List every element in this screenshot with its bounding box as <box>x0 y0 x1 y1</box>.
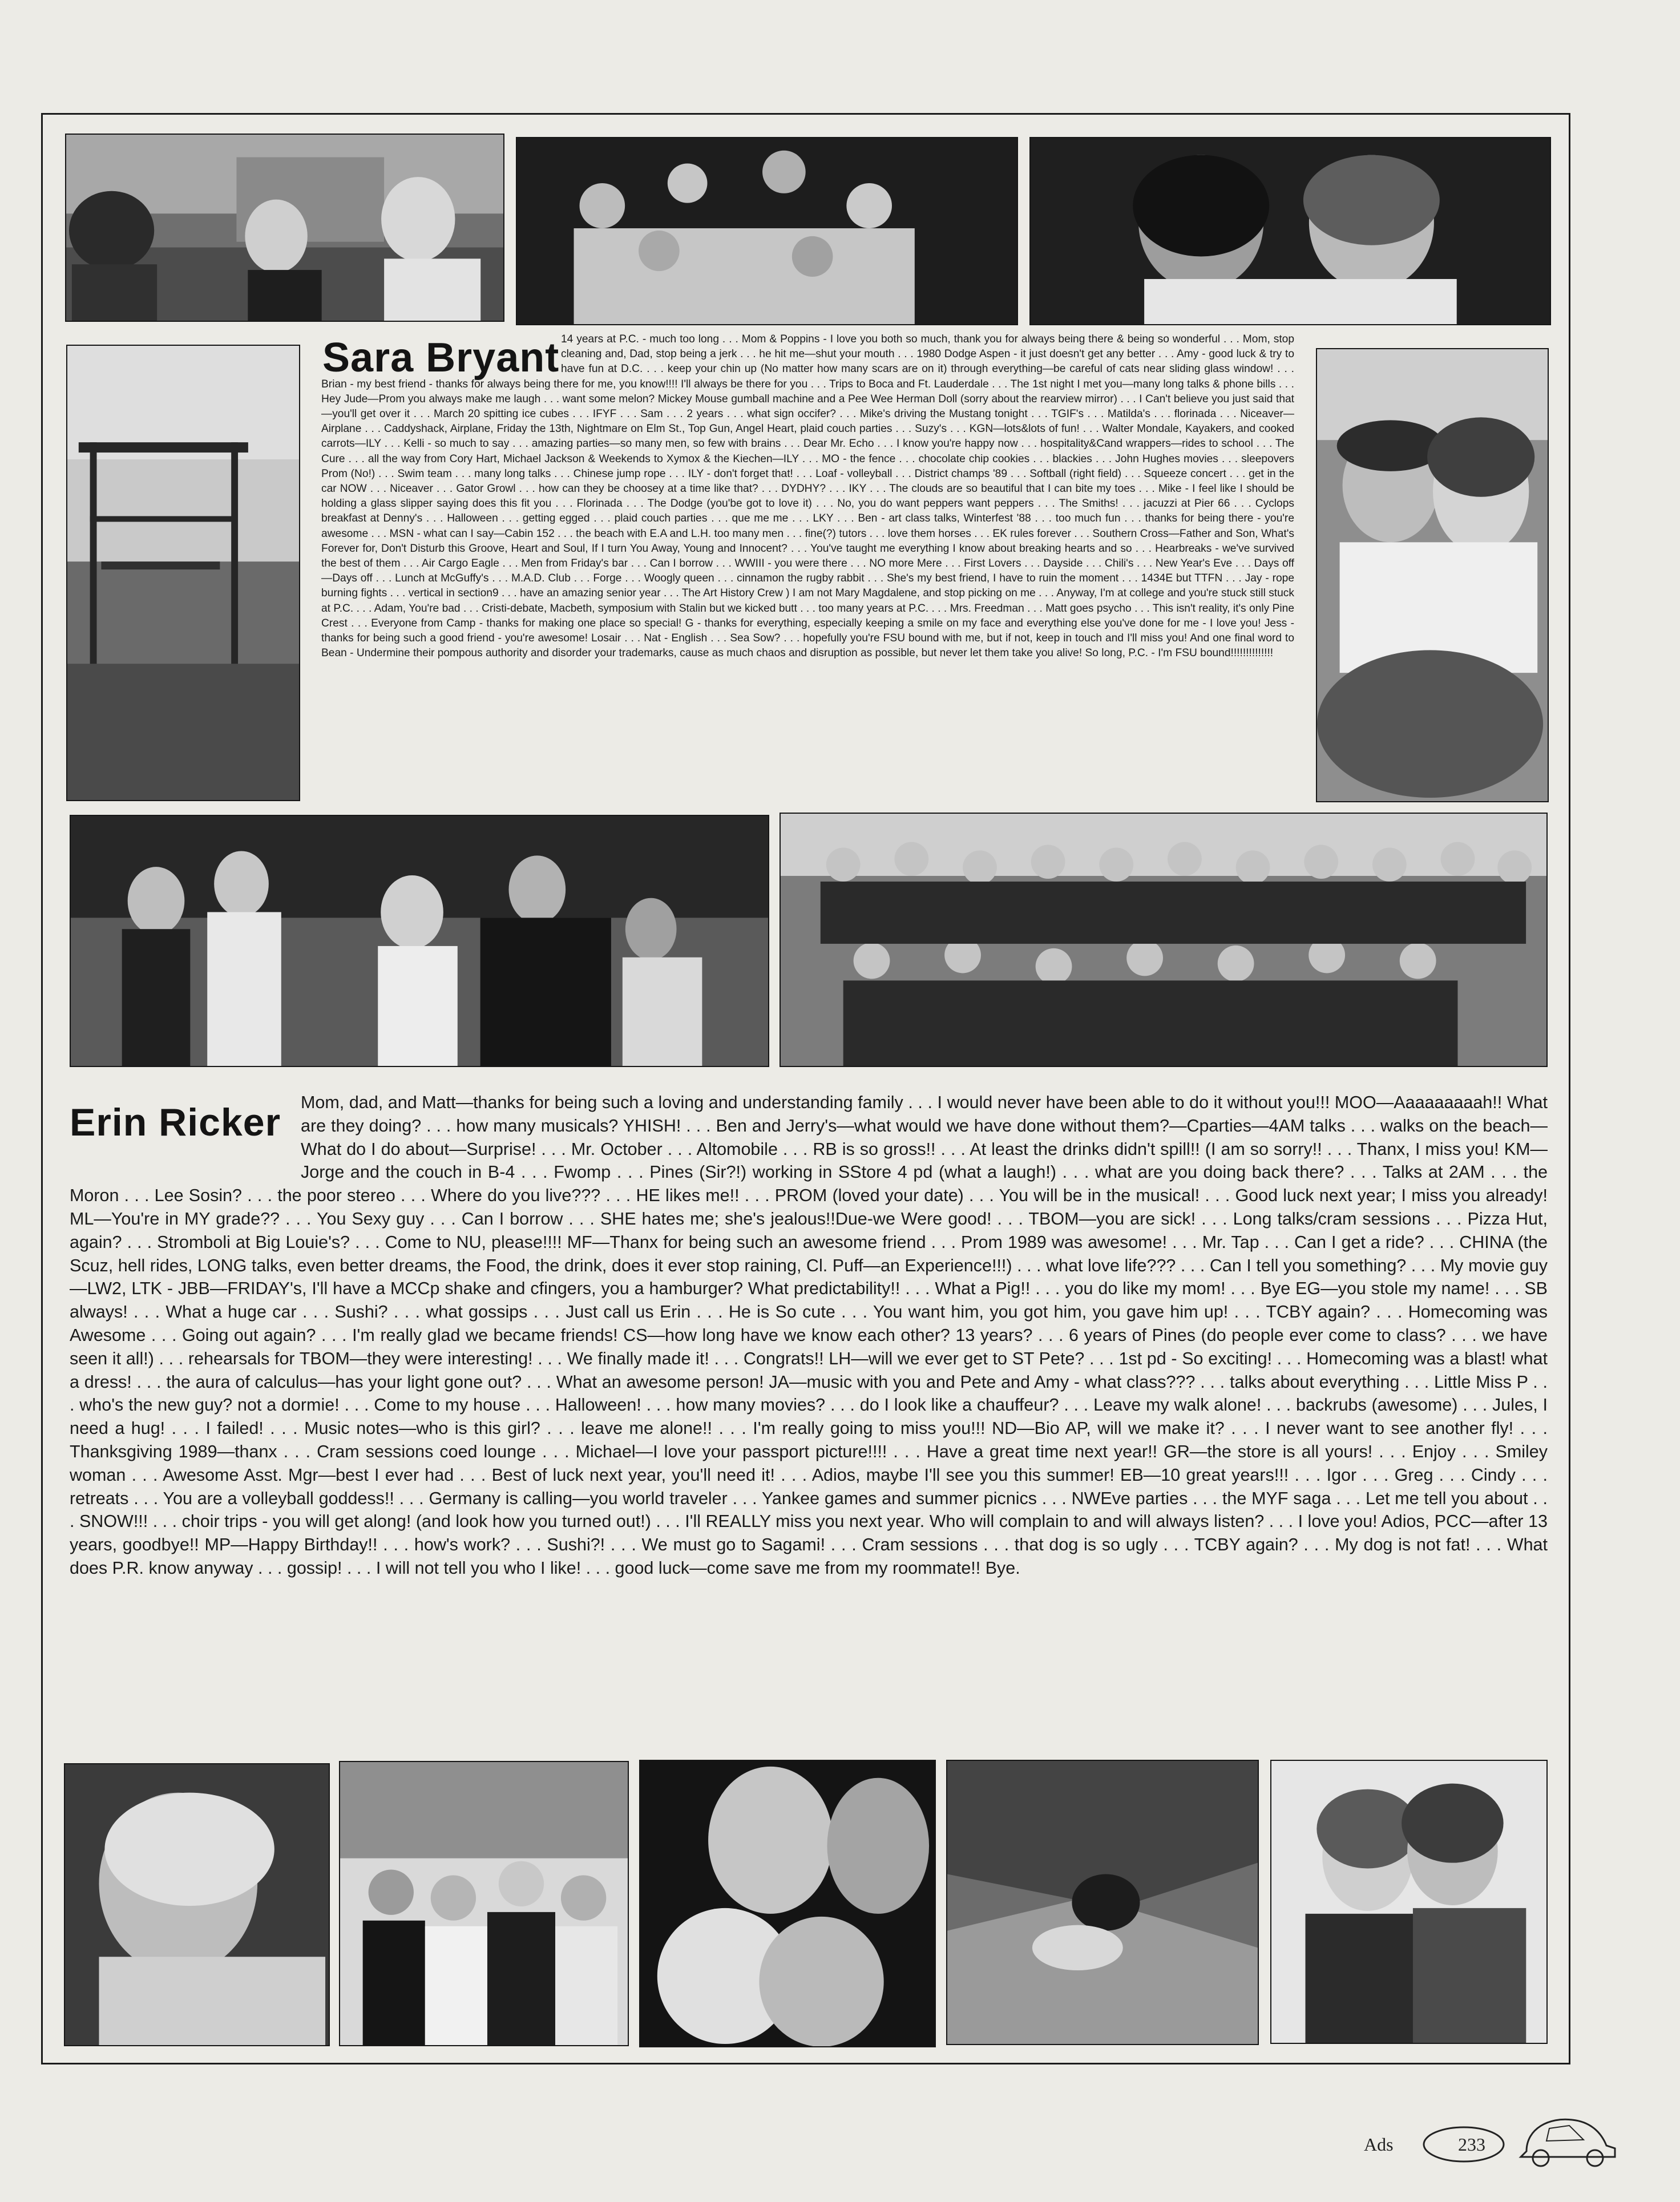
photo-couple-hat <box>1316 348 1549 802</box>
photo-large-group <box>780 813 1548 1067</box>
photo-campus-friends <box>65 134 504 322</box>
photo-three-faces <box>639 1760 936 2047</box>
photo-hug-close <box>64 1763 330 2046</box>
photo-rocks <box>946 1760 1259 2045</box>
photo-dance-group <box>516 137 1018 325</box>
photo-swing-set <box>66 345 300 801</box>
photo-friends-outdoors <box>70 815 769 1067</box>
photo-two-girls-bottom <box>1270 1760 1548 2044</box>
erin-name: Erin Ricker <box>70 1101 281 1144</box>
footer-section-label: Ads <box>1364 2134 1394 2155</box>
erin-message: Mom, dad, and Matt—thanks for being such a loving and understanding family . . . I would never have been able to do it without you!!! MOO—Aaaaaaaaah!! What are they doing? . . . how many musicals? YHISH! . . . Ben and Jerry's—what would we have done without them?—Cparties—4AM talks . . . walks on the beach—What do I do about—Surprise! . . . Mr. October . . . Altomobile . . . RB is so gross!! . . . At least the drinks didn't spill!! (I am so sorry!! . . . Thanx, I miss you! KM—Jorge and the couch in B-4 . . . Fwomp . . . Pines (Sir?!) working in SStore 4 pd (what a laugh!) . . . what are you doing back there? . . . Talks at 2AM . . . the Moron . . . Lee Sosin? . . . the poor stereo . . . Where do you live??? . . . HE likes me!! . . . PROM (loved your date) . . . You will be in the musical! . . . Good luck next year; I miss you already! ML—You're in MY grade?? . . . You Sexy guy . . . Can I borrow . . . SHE hates me; she's jealous!!Due-we Were good! . . . TBOM—you are sick! . . . Long talks/cram sessions . . . Pizza Hut, again? . . . Stromboli at Big Louie's? . . . Come to NU, please!!!! MF—Thanx for being such an awesome friend . . . Prom 1989 was awesome! . . . Mr. Tap . . . Can I get a ride? . . . CHINA (the Scuz, hell rides, LONG talks, even better dreams, the Food, the drink, does it ever stop raining, Cl. Puff—an Experience!!!) . . . what love life??? . . . Can I tell you something? . . . My movie guy—LW2, LTK - JBB—FRIDAY's, I'll have a MCCp shake and cfingers, you a hamburger? What predictability!! . . . What a Pig!! . . . you do like my mom! . . . Bye EG—you stole my name! . . . SB always! . . . What a huge car . . . Sushi? . . . what gossips . . . Just call us Erin . . . He is So cute . . . You want him, you got him, you gave him up! . . . TCBY again? . . . Homecoming was Awesome . . . Going out again? . . . I'm really glad we became friends! CS—how long have we know each other? 13 years? . . . 6 years of Pines (do people ever come to class? . . . we have seen it all!) . . . rehearsals for TBOM—they were interesting! . . . We finally made it! . . . Congrats!! LH—will we ever get to ST Pete? . . . 1st pd - So exciting! . . . Homecoming was a blast! what a dress! . . . the aura of calculus—has your light gone out? . . . What an awesome person! JA—music with you and Pete and Amy - what class??? . . . talks about everything . . . Little Miss P . . . who's the new guy? not a dormie! . . . Come to my house . . . Halloween! . . . how many movies? . . . do I look like a chauffeur? . . . Leave my walk alone! . . . backrubs (awesome) . . . Jules, I need a hug! . . . I failed! . . . Music notes—who is this girl? . . . leave me alone!! . . . I'm really going to miss you!!! ND—Bio AP, will we make it? . . . I never want to see another fly! . . . Thanksgiving 1989—thanx . . . Cram sessions coed lounge . . . Michael—I love your passport picture!!!! . . . Have a great time next year!! GR—the store is all yours! . . . Enjoy . . . Smiley woman . . . Awesome Asst. Mgr—best I ever had . . . Best of luck next year, you'll need it! . . . Adios, maybe I'll see you this summer! EB—10 great years!!! . . . Igor . . . Greg . . . Cindy . . . retreats . . . You are a volleyball goddess!! . . . Germany is calling—you world traveler . . . Yankee games and summer picnics . . . NWEve parties . . . the MYF saga . . . Let me tell you about . . . SNOW!!! . . . choir trips - you will get along! (and look how you turned out!) . . . I'll REALLY miss you next year. Who will complain to and will always listen? . . . I love you! Adios, PCC—after 13 years, goodbye!! MP—Happy Birthday!! . . . how's work? . . . Sushi?! . . . We must go to Sagami! . . . Cram sessions . . . that dog is so ugly . . . TCBY again? . . . My dog is not fat! . . . What does P.R. know anyway . . . gossip! . . . I will not tell you who I like! . . . good luck—come save me from my roommate!! Bye. <box>70 1093 1548 1578</box>
photo-four-friends <box>339 1761 629 2046</box>
car-doodle-icon <box>1418 2106 1624 2168</box>
sara-name: Sara Bryant <box>322 335 560 381</box>
photo-two-girls-top <box>1029 137 1551 325</box>
sara-message: 14 years at P.C. - much too long . . . Mom & Poppins - I love you both so much, thank you for always being there & being so wonderful . . . Mom, stop cleaning and, Dad, stop being a jerk . . . he hit me—shut your mouth . . . 1980 Dodge Aspen - it just doesn't get any better . . . Amy - good luck & try to have fun at D.C. . . . keep your chin up (No matter how many scars are on it) through everything—be careful of cats near sliding glass window! . . . Brian - my best friend - thanks for always being there for me, you know!!!! I'll always be there for you . . . Trips to Boca and Ft. Lauderdale . . . The 1st night I met you—many long talks & phone bills . . . Hey Jude—Prom you always make me laugh . . . want some melon? Mickey Mouse gumball machine and a Pee Wee Herman Doll (sorry about the rearview mirror) . . . I Can't believe you just said that—you'll get over it . . . March 20 spitting ice cubes . . . IFYF . . . Sam . . . 2 years . . . what sign occifer? . . . Mike's driving the Mustang tonight . . . TGIF's . . . Matilda's . . . florinada . . . Niceaver—Airplane . . . Caddyshack, Airplane, Friday the 13th, Nightmare on Elm St., Top Gun, Angel Heart, plaid couch parties . . . Suzy's . . . KGN—lots&lots of fun! . . . Walter Mondale, Kayakers, and cooked carrots—ILY . . . Kelli - so much to say . . . amazing parties—so many men, so few with brains . . . Dear Mr. Echo . . . I know you're happy now . . . hospitality&Cand wrappers—rides to school . . . The Cure . . . all the way from Cory Hart, Michael Jackson & Weekends to Xymox & the Kiechen—ILY . . . MO - the fence . . . chocolate chip cookies . . . blackies . . . John Hughes movies . . . sleepovers Prom (No!) . . . Swim team . . . many long talks . . . Chinese jump rope . . . ILY - don't forget that! . . . Loaf - volleyball . . . District champs '89 . . . Softball (right field) . . . Squeeze concert . . . get in the car NOW . . . Niceaver . . . Gator Growl . . . how can they be choosey at a time like that? . . . DYDHY? . . . IKY . . . The clouds are so beautiful that I can bite my toes . . . Mike - I feel like I should be holding a glass slipper saying does this fit you . . . Florinada . . . The Dodge (you'be got to love it) . . . No, you do want peppers want peppers . . . The Smiths! . . . jacuzzi at Pier 66 . . . Cyclops breakfast at Denny's . . . Halloween . . . getting egged . . . plaid couch parties . . . que me me . . . LKY . . . Ben - art class talks, Winterfest '88 . . . too much fun . . . thanks for being there - you're awesome . . . MSN - what can I say—Cabin 152 . . . the beach with E.A and L.H. too many men . . . fine(?) tutors . . . love them horses . . . EK rules forever . . . Southern Cross—Father and Son, What's Forever for, Don't Disturb this Groove, Heart and Soul, If I turn You Away, Young and Innocent? . . . You've taught me everything I know about breaking hearts and so . . . Hearbreaks - we've survived the best of them . . . Air Cargo Eagle . . . Men from Friday's bar . . . Can I borrow . . . WWIII - you were there . . . NO more Mere . . . First Lovers . . . Dayside . . . Chili's . . . New Year's Eve . . . Days off—Days off . . . Lunch at McGuffy's . . . M.A.D. Club . . . Forge . . . Woogly queen . . . cinnamon the rugby rabbit . . . She's my best friend, I have to ruin the moment . . . 1434E but TTFN . . . Jay - rope burning fights . . . vertical in section9 . . . have an amazing senior year . . . The Art History Crew ) I am not Mary Magdalene, and stop picking on me . . . Anyway, I'm at college and you're stuck still stuck at P.C. . . . Adam, You're bad . . . Cristi-debate, Macbeth, symposium with Stalin but we kicked butt . . . too many years at P.C. . . . Mrs. Freedman . . . Matt goes psycho . . . This isn't reality, it's only Pine Crest . . . Everyone from Camp - thanks for making one place so special! G - thanks for everything, especially keeping a smile on my face and everything else you've done for me - I love you! Jess - thanks for being such a good friend - you're awesome! Losair . . . Nat - English . . . Sea Sow? . . . hopefully you're FSU bound with me, but if not, keep in touch and I'll miss you! And one final word to Bean - Undermine their pompous authority and disorder your trademarks, cause as much chaos and disruption as possible, but never let them take you alive! So long, P.C. - I'm FSU bound!!!!!!!!!!!!!! <box>321 333 1294 660</box>
page-number: 233 <box>1458 2134 1485 2155</box>
